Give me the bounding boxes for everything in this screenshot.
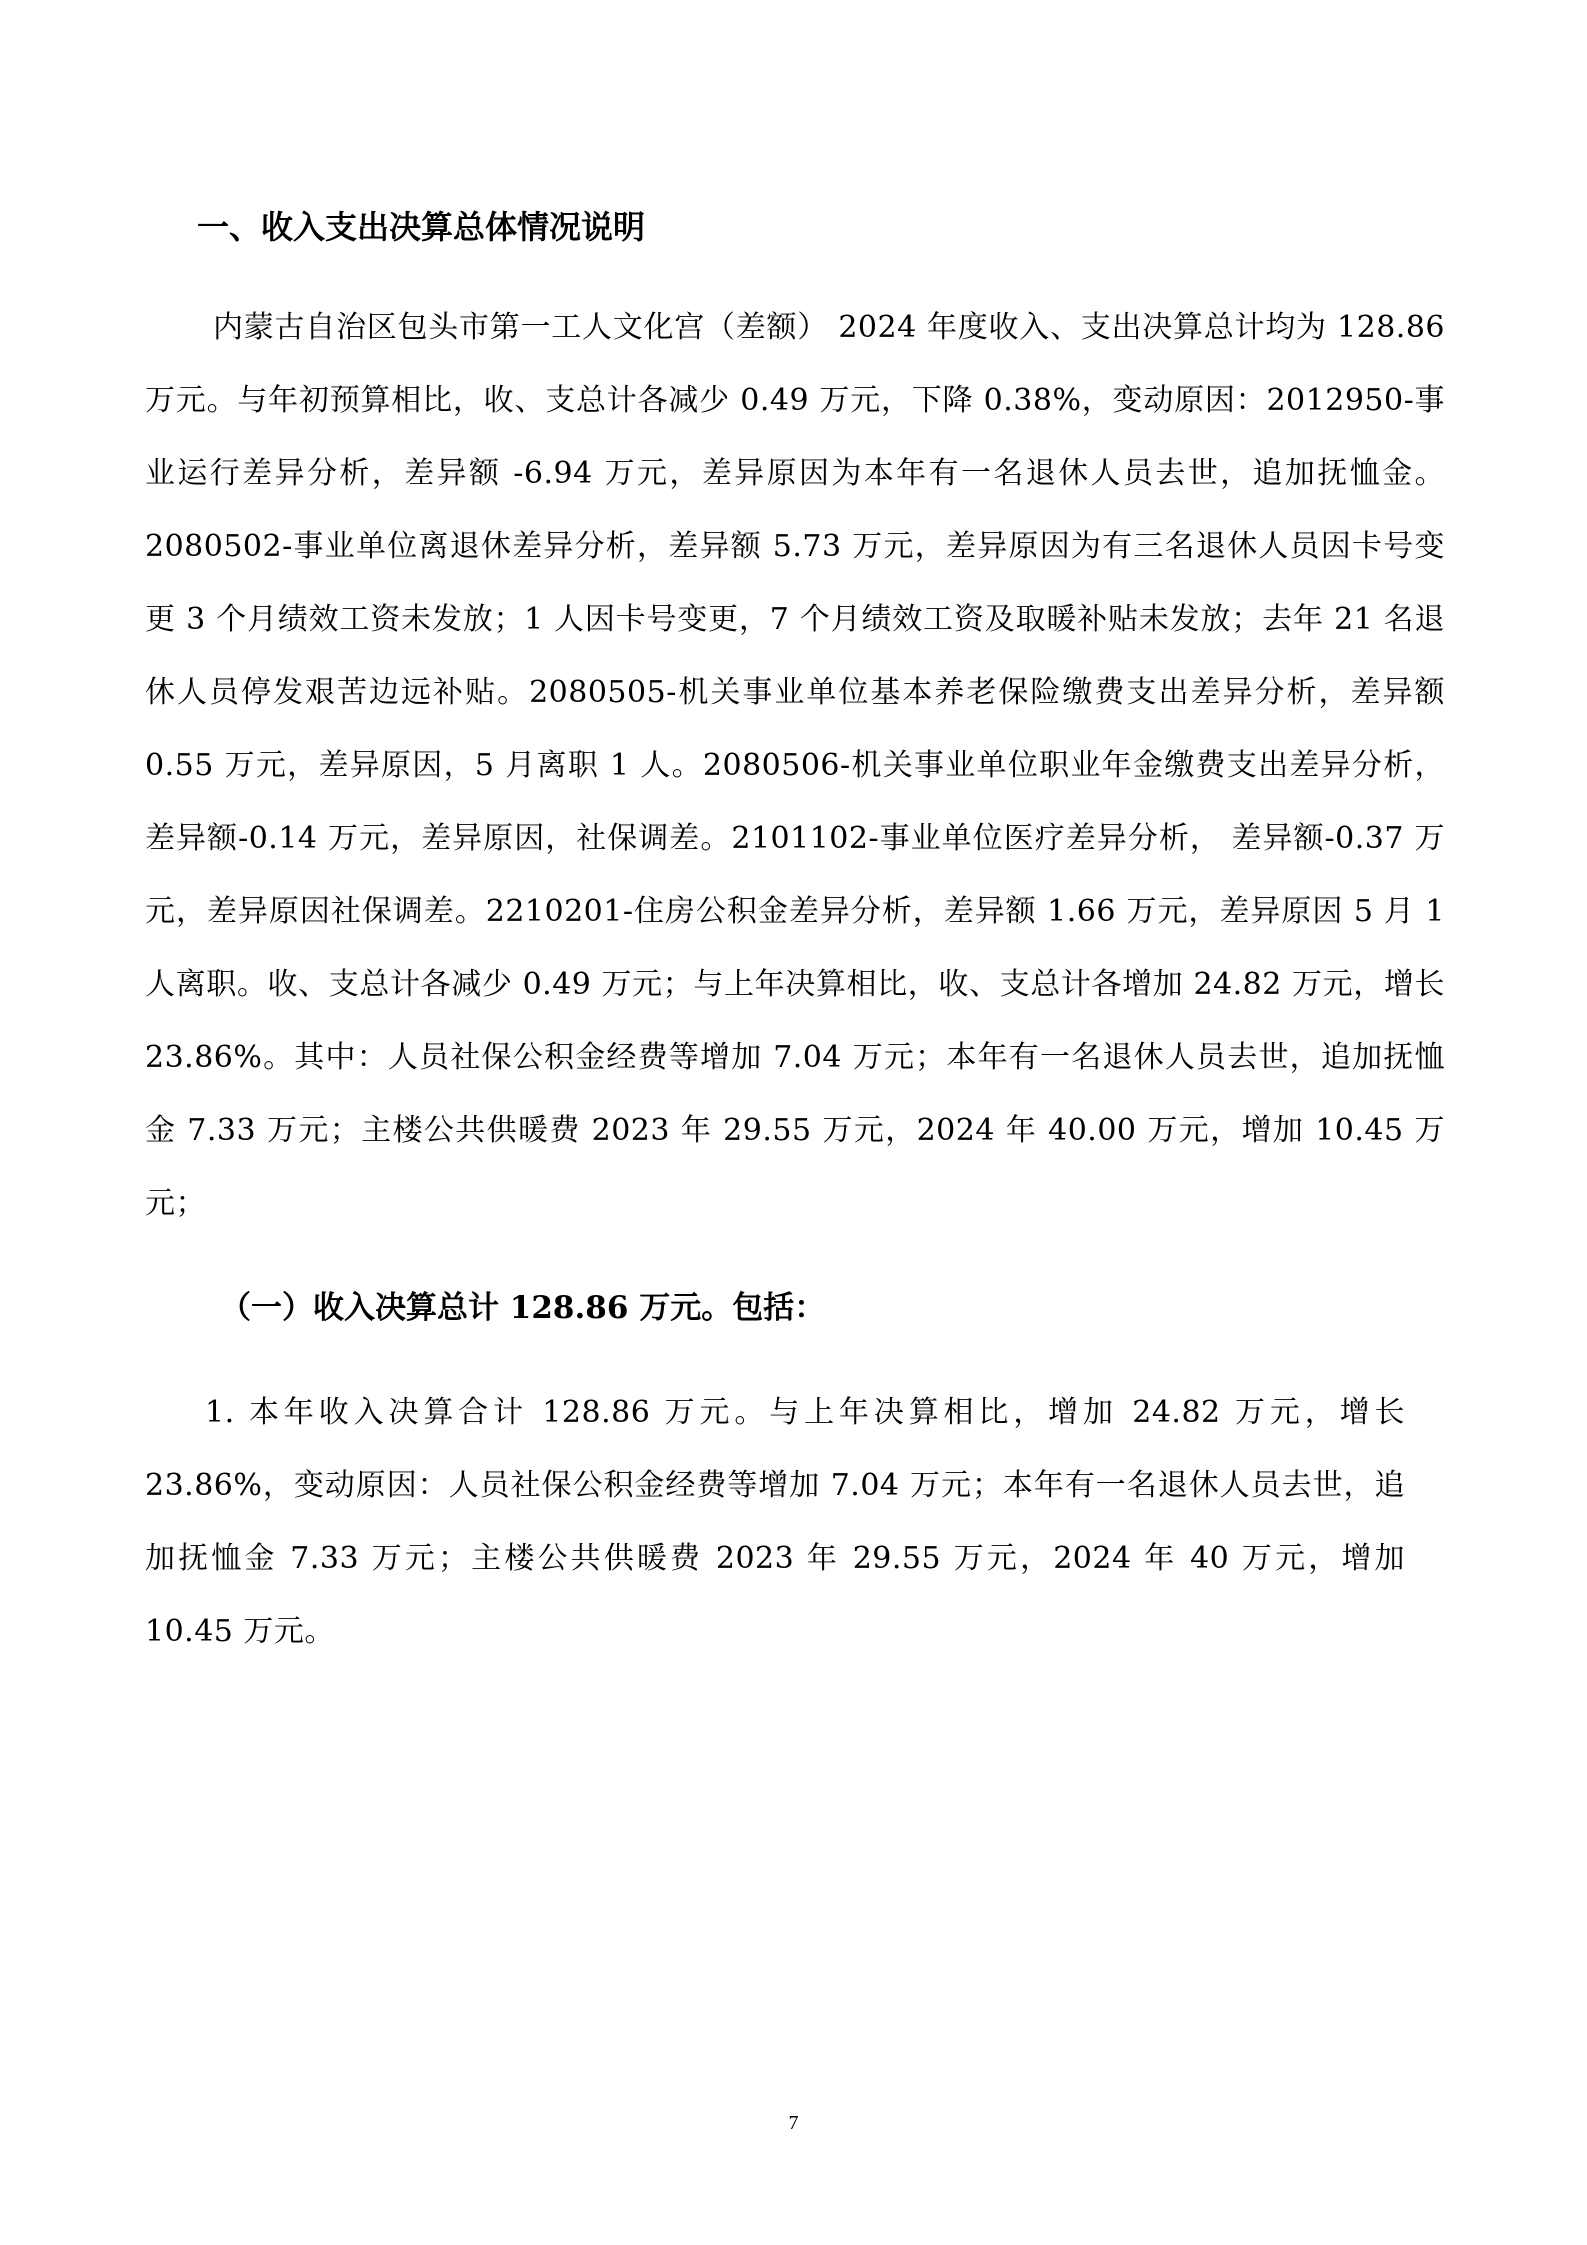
overview-paragraph: 内蒙古自治区包头市第一工人文化宫（差额） 2024 年度收入、支出决算总计均为 128.86 万元。与年初预算相比，收、支总计各减少 0.49 万元，下降 0.38%，变动原因：2012950-事业运行差异分析，差异额 -6.94 万元，差异原因为本年有一名退休人员去世，追加抚恤金。2080502-事业单位离退休差异分析，差异额 5.73 万元，差异原因为有三名退休人员因卡号变更 3 个月绩效工资未发放；1 人因卡号变更，7 个月绩效工资及取暖补贴未发放；去年 21 名退休人员停发艰苦边远补贴。2080505-机关事业单位基本养老保险缴费支出差异分析，差异额 0.55 万元，差异原因，5 月离职 1 人。2080506-机关事业单位职业年金缴费支出差异分析，差异额-0.14 万元，差异原因，社保调差。2101102-事业单位医疗差异分析， 差异额-0.37 万元，差异原因社保调差。2210201-住房公积金差异分析，差异额 1.66 万元，差异原因 5 月 1 人离职。收、支总计各减少 0.49 万元；与上年决算相比，收、支总计各增加 24.82 万元，增长 23.86%。其中：人员社保公积金经费等增加 7.04 万元；本年有一名退休人员去世，追加抚恤金 7.33 万元；主楼公共供暖费 2023 年 29.55 万元，2024 年 40.00 万元，增加 10.45 万元；: [145, 310, 1445, 1221]
income-item-paragraph: 1. 本年收入决算合计 128.86 万元。与上年决算相比，增加 24.82 万元，增长 23.86%，变动原因：人员社保公积金经费等增加 7.04 万元；本年有一名退休人员去世，追加抚恤金 7.33 万元；主楼公共供暖费 2023 年 29.55 万元，2024 年 40 万元，增加 10.45 万元。: [145, 1395, 1405, 1649]
income-subheading: （一）收入决算总计 128.86 万元。包括：: [220, 1290, 826, 1326]
page-number: 7: [788, 2112, 799, 2134]
page-content: [145, 205, 1445, 1668]
section-heading: 一、收入支出决算总体情况说明: [197, 208, 646, 246]
